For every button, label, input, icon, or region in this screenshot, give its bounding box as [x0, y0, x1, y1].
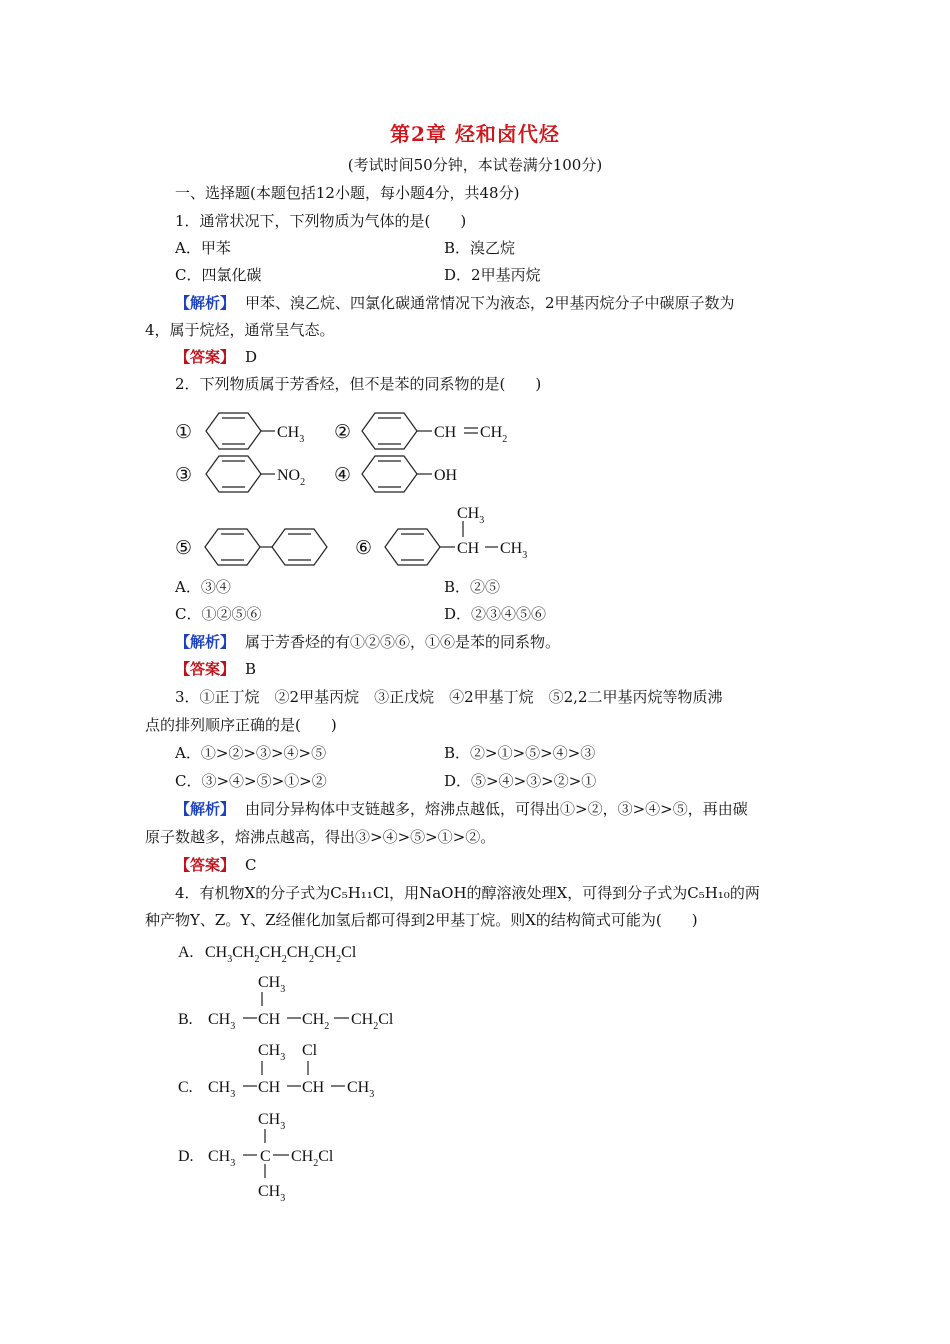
svg-text:CH3CH2CH2CH2CH2Cl: $CH_3CH_2CH_2CH_2CH_2Cl$: [205, 944, 357, 965]
svg-text:CH2Cl: $CH_2Cl$: [351, 1011, 394, 1032]
svg-text:CH3: $CH_3$: [258, 1111, 286, 1132]
q1-answer-value: D: [245, 348, 258, 366]
svg-text:CH3: $CH_3$: [208, 1011, 236, 1032]
q4-option-a-letter: A.: [178, 944, 194, 961]
q3-analysis-line2: 原子数越多，熔沸点越高，得出③>④>⑤>①>②。: [145, 828, 496, 846]
q2-stem: 2．下列物质属于芳香烃，但不是苯的同系物的是( ): [175, 375, 542, 393]
svg-text:NO2: $NO_2$: [277, 467, 306, 488]
q3-stem-line2: 点的排列顺序正确的是( ): [145, 716, 337, 734]
q2-answer-value: B: [245, 660, 257, 678]
svg-text:CH: CH: [258, 1079, 281, 1096]
svg-text:OH: OH: [434, 467, 458, 484]
benzene-ring-2: [362, 413, 478, 449]
svg-text:CH3: $CH_3$: [258, 974, 286, 995]
q4-option-b-letter: B.: [178, 1011, 193, 1028]
q4-stem-line2: 种产物Y、Z。Y、Z经催化加氢后都可得到2甲基丁烷。则X的结构简式可能为( ): [145, 911, 698, 929]
q2-option-c: C．①②⑤⑥: [175, 605, 262, 623]
q4-option-c-letter: C.: [178, 1079, 193, 1096]
label-5: ⑤: [175, 538, 193, 559]
q1-analysis-line2: 4，属于烷烃，通常呈气态。: [145, 321, 335, 339]
q1-analysis-text: 甲苯、溴乙烷、四氯化碳通常情况下为液态，2甲基丙烷分子中碳原子数为: [245, 294, 735, 312]
svg-text:C: C: [260, 1148, 271, 1165]
benzene-ring-1: [206, 413, 275, 449]
q3-option-c: C．③>④>⑤>①>②: [175, 772, 327, 790]
q1-option-c: C．四氯化碳: [175, 266, 262, 284]
label-4: ④: [334, 465, 352, 486]
svg-text:CH: CH: [434, 424, 457, 441]
svg-text:Cl: Cl: [302, 1042, 318, 1059]
svg-text:CH3: $CH_3$: [277, 424, 305, 445]
answer-label: 【答案】: [175, 856, 236, 874]
q3-answer-value: C: [245, 856, 257, 874]
svg-text:CH: CH: [457, 540, 480, 557]
q1-option-a: A．甲苯: [175, 239, 231, 257]
analysis-label: 【解析】: [175, 800, 236, 818]
benzene-ring-6: [385, 521, 498, 565]
q2-analysis-text: 属于芳香烃的有①②⑤⑥，①⑥是苯的同系物。: [245, 633, 561, 651]
q2-option-a: A．③④: [175, 578, 231, 596]
q3-option-b: B．②>①>⑤>④>③: [444, 744, 596, 762]
q3-analysis: [175, 802, 748, 817]
label-3: ③: [175, 465, 193, 486]
svg-text:CH3: $CH_3$: [258, 1042, 286, 1063]
answer-label: 【答案】: [175, 348, 236, 366]
q3-stem: 3．①正丁烷 ②2甲基丙烷 ③正戊烷 ④2甲基丁烷 ⑤2,2二甲基丙烷等物质沸: [175, 688, 723, 706]
q3-analysis-text: 由同分异构体中支链越多，熔沸点越低，可得出①>②，③>④>⑤，再由碳: [245, 800, 748, 818]
svg-text:CH2: $CH_2$: [302, 1011, 330, 1032]
q2-option-d: D．②③④⑤⑥: [444, 605, 547, 623]
svg-text:CH: CH: [258, 1011, 281, 1028]
q3-answer: [175, 858, 257, 873]
benzene-ring-4: [362, 456, 432, 492]
q1-option-d: D．2甲基丙烷: [444, 266, 541, 284]
section-heading: 一、选择题(本题包括12小题，每小题4分，共48分): [175, 184, 520, 202]
svg-text:CH2: $CH_2$: [480, 424, 508, 445]
label-1: ①: [175, 422, 193, 443]
q2-analysis: [175, 635, 560, 650]
biphenyl: [205, 529, 327, 565]
svg-text:CH3: $CH_3$: [208, 1079, 236, 1100]
answer-label: 【答案】: [175, 660, 236, 678]
analysis-label: 【解析】: [175, 633, 236, 651]
svg-text:CH2Cl: $CH_2Cl$: [291, 1148, 334, 1169]
q3-option-a: A．①>②>③>④>⑤: [175, 744, 327, 762]
svg-text:CH3: $CH_3$: [208, 1148, 236, 1169]
analysis-label: 【解析】: [175, 294, 236, 312]
svg-text:CH3: $CH_3$: [457, 505, 485, 526]
q2-answer: [175, 662, 256, 677]
exam-subtitle: (考试时间50分钟，本试卷满分100分): [347, 156, 603, 174]
svg-text:CH3: $CH_3$: [347, 1079, 375, 1100]
chapter-title: 第2章 烃和卤代烃: [390, 122, 560, 146]
label-6: ⑥: [355, 538, 373, 559]
q3-option-d: D．⑤>④>③>②>①: [444, 772, 597, 790]
svg-text:CH: CH: [302, 1079, 325, 1096]
q4-stem: 4．有机物X的分子式为C₅H₁₁Cl，用NaOH的醇溶液处理X，可得到分子式为C₅H₁₀的两: [175, 884, 760, 902]
label-2: ②: [334, 422, 352, 443]
q4-option-d-letter: D.: [178, 1148, 194, 1165]
q1-option-b: B．溴乙烷: [444, 239, 516, 257]
svg-text:CH3: $CH_3$: [500, 540, 528, 561]
q2-option-b: B．②⑤: [444, 578, 501, 596]
benzene-ring-3: [206, 456, 275, 492]
q1-stem: 1．通常状况下，下列物质为气体的是( ): [175, 212, 467, 230]
svg-text:CH3: $CH_3$: [258, 1183, 286, 1204]
